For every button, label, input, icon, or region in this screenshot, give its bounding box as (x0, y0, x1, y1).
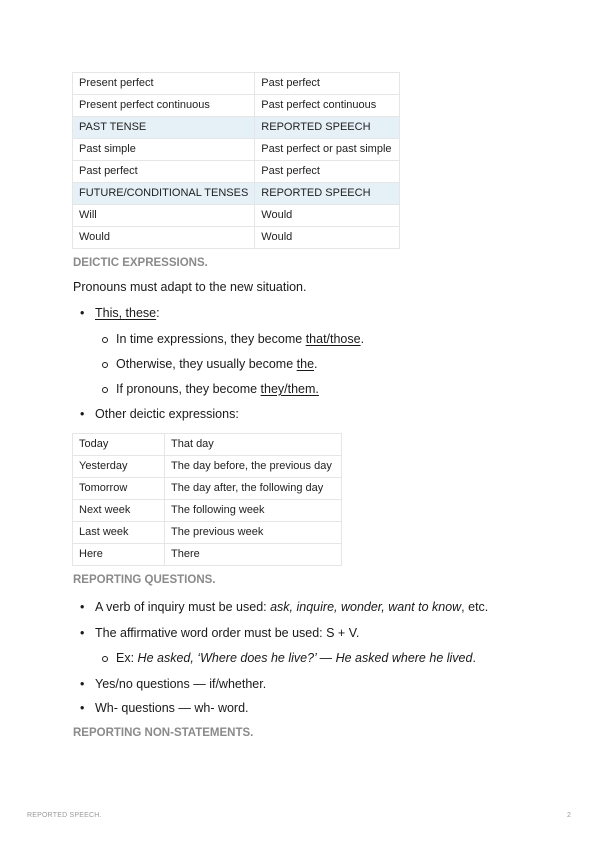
questions-heading: REPORTING QUESTIONS. (73, 574, 216, 586)
table-row (73, 205, 400, 227)
table-cell: The day after, the following day (165, 478, 342, 500)
bullet-dot-icon: • (80, 600, 85, 614)
table-cell: Today (73, 434, 165, 456)
table-cell: Past perfect (73, 161, 255, 183)
table-row (73, 183, 400, 205)
table-cell: Past perfect continuous (255, 95, 400, 117)
bullet-word-order: • The affirmative word order must be used: S + V. (80, 626, 360, 640)
table-row (73, 456, 342, 478)
bullet-dot-icon: • (80, 626, 85, 640)
table-cell: REPORTED SPEECH (255, 117, 400, 139)
table-row (73, 161, 400, 183)
table-cell: The day before, the previous day (165, 456, 342, 478)
sub-item-example: Ex: He asked, ‘Where does he live?’ — He asked where he lived. (116, 651, 476, 665)
table-cell: Past perfect or past simple (255, 139, 400, 161)
bullet-wh: • Wh- questions — wh- word. (80, 701, 249, 715)
bullet-this-these: • This, these: (80, 306, 160, 320)
table-cell: Past perfect (255, 161, 400, 183)
bullet-circle-icon (102, 387, 108, 393)
page-number: 2 (567, 812, 572, 819)
table-cell: REPORTED SPEECH (255, 183, 400, 205)
footer-title: REPORTED SPEECH. (27, 812, 102, 819)
table-row (73, 139, 400, 161)
table-cell: Next week (73, 500, 165, 522)
table-cell: Yesterday (73, 456, 165, 478)
table-cell: Present perfect (73, 73, 255, 95)
sub-item-pronouns: If pronouns, they become they/them. (116, 382, 319, 396)
deictic-heading: DEICTIC EXPRESSIONS. (73, 257, 208, 269)
deictic-table (72, 433, 342, 566)
table-cell: Tomorrow (73, 478, 165, 500)
bullet-dot-icon: • (80, 407, 85, 421)
non-statements-heading: REPORTING NON-STATEMENTS. (73, 727, 254, 739)
bullet-circle-icon (102, 656, 108, 662)
deictic-intro: Pronouns must adapt to the new situation. (73, 280, 307, 294)
table-row (73, 227, 400, 249)
bullet-circle-icon (102, 337, 108, 343)
table-row (73, 117, 400, 139)
table-cell: Past perfect (255, 73, 400, 95)
table-cell: Would (255, 205, 400, 227)
table-cell: Past simple (73, 139, 255, 161)
table-cell: PAST TENSE (73, 117, 255, 139)
table-cell: Would (255, 227, 400, 249)
bullet-circle-icon (102, 362, 108, 368)
table-cell: Will (73, 205, 255, 227)
table-cell: That day (165, 434, 342, 456)
bullet-dot-icon: • (80, 677, 85, 691)
table-cell: There (165, 544, 342, 566)
table-row (73, 73, 400, 95)
tenses-table (72, 72, 400, 249)
bullet-dot-icon: • (80, 306, 85, 320)
table-row (73, 478, 342, 500)
table-row (73, 544, 342, 566)
bullet-other-deictic: • Other deictic expressions: (80, 407, 239, 421)
sub-item-time-expressions: In time expressions, they become that/those. (116, 332, 364, 346)
bullet-dot-icon: • (80, 701, 85, 715)
table-cell: The following week (165, 500, 342, 522)
table-row (73, 434, 342, 456)
table-row (73, 522, 342, 544)
table-row (73, 95, 400, 117)
table-cell: Would (73, 227, 255, 249)
table-row (73, 500, 342, 522)
bullet-yes-no: • Yes/no questions — if/whether. (80, 677, 267, 691)
sub-item-otherwise: Otherwise, they usually become the. (116, 357, 318, 371)
bullet-verb-inquiry: • A verb of inquiry must be used: ask, inquire, wonder, want to know, etc. (80, 600, 489, 614)
table-cell: Last week (73, 522, 165, 544)
table-cell: Here (73, 544, 165, 566)
table-cell: Present perfect continuous (73, 95, 255, 117)
table-cell: FUTURE/CONDITIONAL TENSES (73, 183, 255, 205)
table-cell: The previous week (165, 522, 342, 544)
